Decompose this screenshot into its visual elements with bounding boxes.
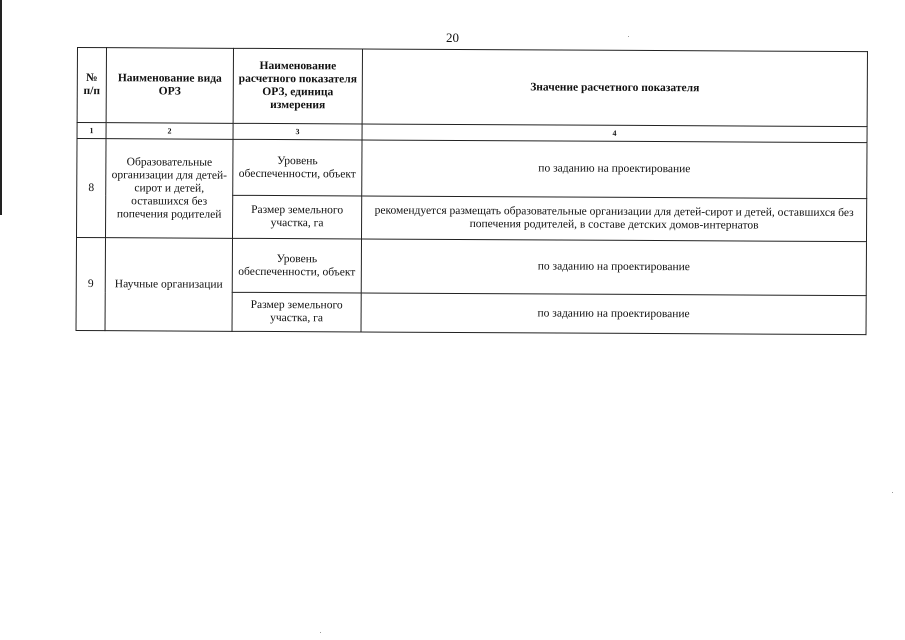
table-row [77, 139, 867, 199]
scan-speck [892, 492, 893, 493]
indicator-value: по заданию на проектирование [362, 140, 867, 199]
indicator-name: Размер земельного участка, га [232, 292, 361, 332]
column-number: 1 [77, 123, 106, 139]
header-type: Наименование вида ОРЗ [106, 48, 233, 124]
orz-table [76, 47, 868, 335]
page-number: 20 [446, 30, 459, 45]
scan-speck [320, 632, 321, 633]
table-row [76, 238, 866, 296]
column-number: 3 [233, 123, 362, 140]
row-number: 8 [77, 139, 107, 238]
indicator-name: Уровень обеспеченности, объект [233, 139, 362, 196]
orz-type: Научные организации [105, 238, 232, 332]
indicator-value: рекомендуется размещать образовательные организации для детей-сирот и детей, оставшихся без попечения родителей, в составе детских домов-интернатов [361, 196, 866, 242]
indicator-value: по заданию на проектирование [361, 293, 866, 335]
orz-type: Образовательные организации для детей-сирот и детей, оставшихся без попечения родителей [106, 139, 234, 239]
scan-speck [628, 36, 629, 37]
row-number: 9 [76, 238, 105, 331]
indicator-name: Уровень обеспеченности, объект [232, 238, 361, 293]
column-number: 4 [362, 124, 867, 143]
header-number: № п/п [77, 48, 106, 123]
table-header-row [77, 48, 867, 127]
column-number: 2 [106, 123, 233, 140]
header-value: Значение расчетного показателя [362, 49, 867, 127]
indicator-name: Размер земельного участка, га [233, 195, 362, 239]
indicator-value: по заданию на проектирование [361, 239, 866, 296]
header-indicator: Наименование расчетного показателя ОРЗ, единица измерения [233, 48, 362, 124]
